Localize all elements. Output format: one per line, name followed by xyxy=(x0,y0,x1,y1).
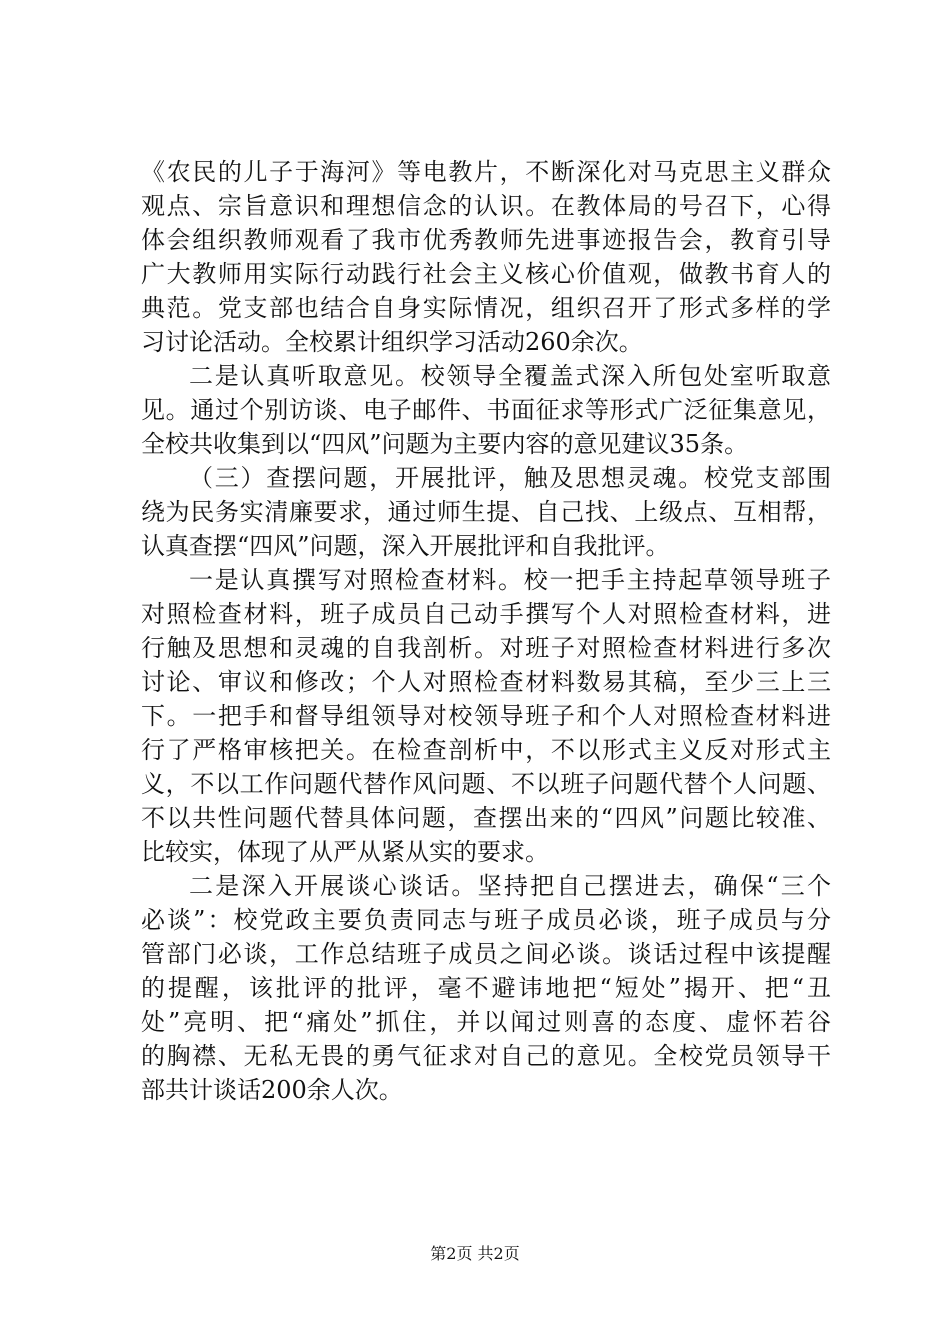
text-line: 行了严格审核把关。在检查剖析中，不以形式主义反对形式主 xyxy=(141,736,831,764)
text-line: 认真查摆“四风”问题，深入开展批评和自我批评。 xyxy=(141,532,670,560)
page-footer: 第2页 共2页 xyxy=(430,1244,520,1263)
text-line: 必谈”：校党政主要负责同志与班子成员必谈，班子成员与分 xyxy=(141,906,831,934)
text-line: 《农民的儿子于海河》等电教片，不断深化对马克思主义群众 xyxy=(141,158,831,186)
text-line: 行触及思想和灵魂的自我剖析。对班子对照检查材料进行多次 xyxy=(141,634,831,662)
text-line: 广大教师用实际行动践行社会主义核心价值观，做教书育人的 xyxy=(141,260,831,288)
text-line: 一是认真撰写对照检查材料。校一把手主持起草领导班子 xyxy=(189,566,831,594)
text-line: 处”亮明、把“痛处”抓住，并以闻过则喜的态度、虚怀若谷 xyxy=(141,1008,831,1036)
text-line: 下。一把手和督导组领导对校领导班子和个人对照检查材料进 xyxy=(141,702,831,730)
text-line: 比较实，体现了从严从紧从实的要求。 xyxy=(141,838,549,866)
text-line: 绕为民务实清廉要求，通过师生提、自己找、上级点、互相帮， xyxy=(141,498,831,526)
text-line: 不以共性问题代替具体问题，查摆出来的“四风”问题比较准、 xyxy=(141,804,831,832)
text-line: 的胸襟、无私无畏的勇气征求对自己的意见。全校党员领导干 xyxy=(141,1042,831,1070)
text-line: 二是认真听取意见。校领导全覆盖式深入所包处室听取意 xyxy=(189,362,831,390)
text-line: 管部门必谈，工作总结班子成员之间必谈。谈话过程中该提醒 xyxy=(141,940,831,968)
text-line: 观点、宗旨意识和理想信念的认识。在教体局的号召下，心得 xyxy=(141,192,831,220)
text-line: 义，不以工作问题代替作风问题、不以班子问题代替个人问题、 xyxy=(141,770,831,798)
text-line: 典范。党支部也结合自身实际情况，组织召开了形式多样的学 xyxy=(141,294,831,322)
text-line: （三）查摆问题，开展批评，触及思想灵魂。校党支部围 xyxy=(189,464,831,492)
document-body xyxy=(141,155,831,1107)
text-line: 的提醒，该批评的批评，毫不避讳地把“短处”揭开、把“丑 xyxy=(141,974,831,1002)
text-line: 对照检查材料，班子成员自己动手撰写个人对照检查材料，进 xyxy=(141,600,831,628)
text-line: 习讨论活动。全校累计组织学习活动260余次。 xyxy=(141,328,643,356)
text-line: 见。通过个别访谈、电子邮件、书面征求等形式广泛征集意见， xyxy=(141,396,831,424)
text-line: 讨论、审议和修改；个人对照检查材料数易其稿，至少三上三 xyxy=(141,668,831,696)
text-line: 全校共收集到以“四风”问题为主要内容的意见建议35条。 xyxy=(141,430,749,458)
text-line: 体会组织教师观看了我市优秀教师先进事迹报告会，教育引导 xyxy=(141,226,831,254)
text-line: 二是深入开展谈心谈话。坚持把自己摆进去，确保“三个 xyxy=(189,872,831,900)
text-line: 部共计谈话200余人次。 xyxy=(141,1076,403,1104)
